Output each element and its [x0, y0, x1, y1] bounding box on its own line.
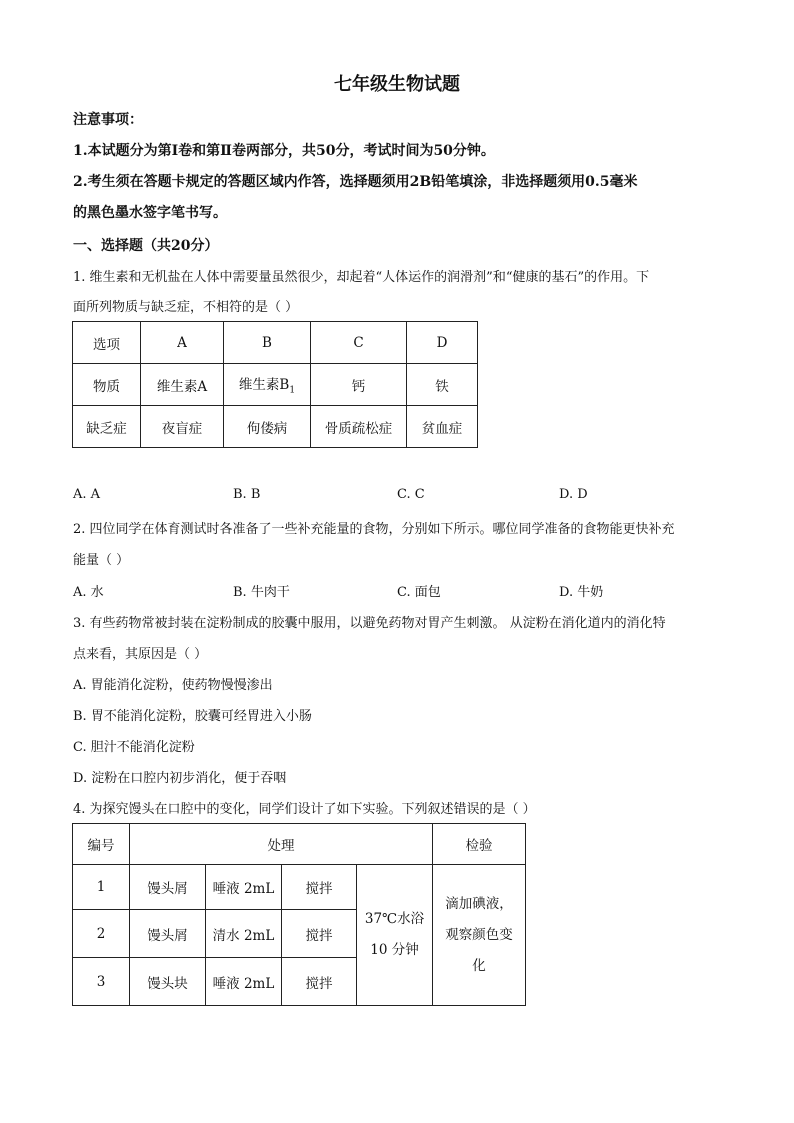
q2-stem-line-1: 2. 四位同学在体育测试时各准备了一些补充能量的食物，分别如下所示。哪位同学准备的食物能更快补充 [73, 522, 675, 537]
q1-cell: 物质 [73, 364, 141, 406]
q1-cell: 维生素A [141, 364, 224, 406]
q1-cell: 选项 [73, 322, 141, 364]
q4-header-test: 检验 [433, 824, 526, 865]
q1-cell: 夜盲症 [141, 406, 224, 448]
q1-stem-line-1: 1. 维生素和无机盐在人体中需要量虽然很少，却起着“人体运作的润滑剂”和“健康的基石”的作用。下 [73, 270, 650, 285]
notice-item-1: 1.本试题分为第Ⅰ卷和第Ⅱ卷两部分，共50分，考试时间为50分钟。 [73, 143, 495, 159]
q4-cell: 搅拌 [282, 910, 357, 958]
q4-cell: 清水 2mL [206, 910, 282, 958]
q4-cell: 搅拌 [282, 865, 357, 910]
q4-cell: 唾液 2mL [206, 865, 282, 910]
section-heading: 一、选择题（共20分） [73, 238, 219, 254]
q1-cell: 骨质疏松症 [311, 406, 407, 448]
q1-cell: 贫血症 [407, 406, 478, 448]
page-title: 七年级生物试题 [334, 74, 460, 95]
q3-stem-line-2: 点来看，其原因是（ ） [73, 647, 208, 662]
q1-cell: A [141, 322, 224, 364]
q3-option-b: B. 胃不能消化淀粉，胶囊可经胃进入小肠 [73, 709, 312, 724]
q1-cell-text: 维生素B [238, 377, 290, 394]
q2-option-b: B. 牛肉干 [233, 585, 290, 600]
q4-test-line-3: 化 [472, 957, 486, 974]
q1-cell: 缺乏症 [73, 406, 141, 448]
q1-cell: 铁 [407, 364, 478, 406]
q1-stem-line-2: 面所列物质与缺乏症，不相符的是（ ） [73, 300, 299, 315]
q4-cell: 馒头屑 [130, 865, 206, 910]
q1-cell-subscript: 1 [289, 385, 296, 396]
q3-option-d: D. 淀粉在口腔内初步消化，便于吞咽 [73, 771, 287, 786]
q4-bath-line-1: 37℃水浴 [364, 911, 425, 927]
q2-option-c: C. 面包 [397, 585, 441, 600]
q4-test-line-1: 滴加碘液， [445, 895, 513, 912]
q1-cell: 钙 [311, 364, 407, 406]
q4-cell: 唾液 2mL [206, 958, 282, 1006]
q1-cell: 佝偻病 [224, 406, 311, 448]
q4-test-line-2: 观察颜色变 [445, 926, 513, 943]
q4-stem: 4. 为探究馒头在口腔中的变化，同学们设计了如下实验。下列叙述错误的是（ ） [73, 802, 536, 817]
q4-cell: 2 [73, 910, 130, 958]
q3-option-c: C. 胆汁不能消化淀粉 [73, 740, 195, 755]
q2-option-d: D. 牛奶 [559, 585, 604, 600]
q1-option-b: B. B [233, 487, 261, 502]
q4-cell: 馒头块 [130, 958, 206, 1006]
q4-cell: 3 [73, 958, 130, 1006]
q4-table [72, 823, 526, 1006]
q1-cell-vitamin-b1 [224, 364, 311, 406]
q2-option-a: A. 水 [73, 585, 104, 600]
notice-item-2-line-2: 的黑色墨水签字笔书写。 [73, 205, 227, 221]
q4-bath-line-2: 10 分钟 [370, 942, 419, 958]
q4-cell: 1 [73, 865, 130, 910]
q4-header-treatment: 处理 [130, 824, 433, 865]
notice-item-2-line-1: 2.考生须在答题卡规定的答题区域内作答，选择题须用2B铅笔填涂，非选择题须用0.5毫米 [73, 174, 638, 190]
q1-table [72, 321, 478, 448]
q1-cell: C [311, 322, 407, 364]
q4-cell: 馒头屑 [130, 910, 206, 958]
q4-header-number: 编号 [73, 824, 130, 865]
q1-cell: B [224, 322, 311, 364]
q4-cell: 搅拌 [282, 958, 357, 1006]
q3-stem-line-1: 3. 有些药物常被封装在淀粉制成的胶囊中服用，以避免药物对胃产生刺激。 从淀粉在消化道内的消化特 [73, 616, 666, 631]
q1-option-a: A. A [73, 487, 101, 502]
q4-cell-water-bath [357, 865, 433, 1006]
q4-cell-test-method [433, 865, 526, 1006]
q1-cell: D [407, 322, 478, 364]
q3-option-a: A. 胃能消化淀粉，使药物慢慢渗出 [73, 678, 273, 693]
q1-option-d: D. D [559, 487, 588, 502]
q2-stem-line-2: 能量（ ） [73, 553, 130, 568]
q1-option-c: C. C [397, 487, 425, 502]
notice-heading: 注意事项： [73, 112, 143, 128]
